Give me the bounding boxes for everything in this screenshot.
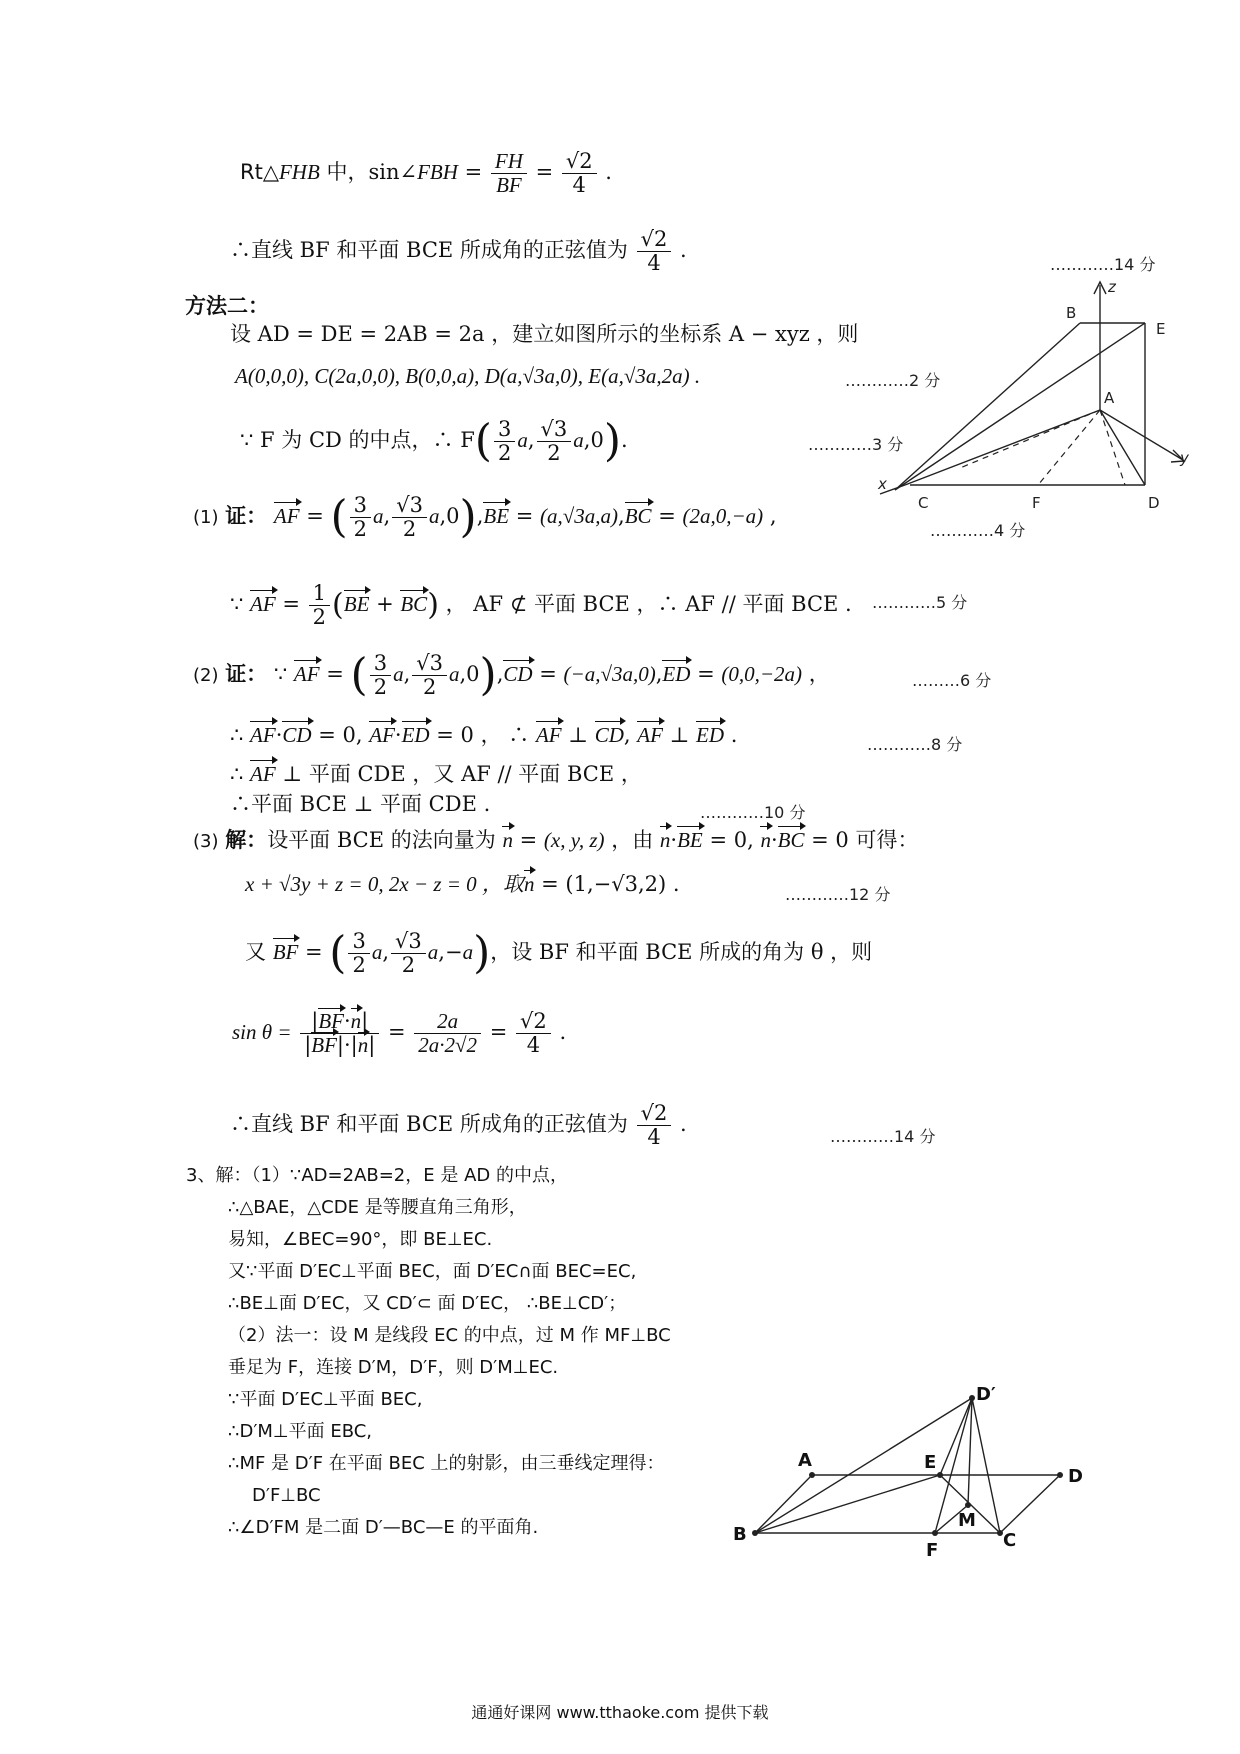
score-8: …………8 分 [867, 735, 963, 754]
fig1-label-f: F [1032, 494, 1041, 512]
q3-line-8: ∵平面 D′EC⊥平面 BEC, [228, 1389, 423, 1410]
part2-perp-plane: ∴ AF ⊥ 平面 CDE ，又 AF // 平面 BCE ， [230, 762, 642, 786]
q3-line-12: ∴∠D′FM 是二面 D′—BC—E 的平面角. [228, 1517, 539, 1538]
fig2-label-f: F [926, 1540, 939, 1561]
part2-vectors: (2) 证： ∵ AF = ( $\frac{3}{2}$ a, $\frac{√3}{2}$ a,0),CD = (−a,√3a,0),ED = (0,0,−2a) ， [193, 649, 830, 701]
part3-normal: (3) 解：设平面 BCE 的法向量为 n = (x, y, z) ，由 n·BE = 0, n·BC = 0 可得： [193, 827, 919, 852]
method-two-heading: 方法二： [185, 293, 269, 318]
score-10: …………10 分 [700, 803, 806, 822]
q3-line-2: ∴△BAE，△CDE 是等腰直角三角形， [228, 1197, 527, 1218]
fig1-label-y: y [1180, 449, 1189, 467]
fig2-label-a: A [798, 1450, 812, 1471]
fig2-label-dprime: D′ [976, 1384, 996, 1405]
page-footer: 通通好课网 www.tthaoke.com 提供下载 [471, 1703, 769, 1722]
score-14-a: …………14 分 [1050, 255, 1156, 274]
part3-bf-vector: 又 BF = ( $\frac{3}{2}$ a, $\frac{√3}{2}$ a,−a)，设 BF 和平面 BCE 所成的角为 θ ，则 [245, 927, 873, 979]
part2-planes-perp: ∴平面 BCE ⊥ 平面 CDE . [230, 792, 491, 816]
q3-line-10: ∴MF 是 D′F 在平面 BEC 上的射影，由三垂线定理得： [228, 1453, 665, 1474]
part3-conclusion: ∴直线 BF 和平面 BCE 所成角的正弦值为 $\frac{√2}{4}$ . [230, 1101, 687, 1150]
line-f-midpoint: ∵ F 为 CD 的中点，∴ F( $\frac{3}{2}$ a, $\frac{√3}{2}$ a,0). [240, 415, 628, 467]
part2-dot-products: ∴ AF·CD = 0, AF·ED = 0 ， ∴ AF ⊥ CD, AF ⊥ ED . [230, 723, 738, 747]
figure-coordinate-prism [860, 270, 1190, 520]
q3-line-3: 易知，∠BEC=90°，即 BE⊥EC. [228, 1229, 493, 1250]
q3-line-6: （2）法一：设 M 是线段 EC 的中点，过 M 作 MF⊥BC [228, 1325, 671, 1346]
fig1-label-b: B [1066, 304, 1077, 322]
score-4: …………4 分 [930, 521, 1026, 540]
line-rt-triangle: Rt△FHB 中，sin∠FBH = $\frac{FH}{BF}$ = $\frac{√2}{4}$ . [240, 149, 612, 198]
fig2-label-b: B [733, 1524, 747, 1545]
part1-vectors: (1) 证： AF = ( $\frac{3}{2}$ a, $\frac{√3}{2}$ a,0),BE = (a,√3a,a),BC = (2a,0,−a) , [193, 491, 777, 543]
line-conclusion-1: ∴直线 BF 和平面 BCE 所成角的正弦值为 $\frac{√2}{4}$ . [230, 227, 687, 276]
q3-line-1: 3、解：（1）∵AD=2AB=2，E 是 AD 的中点， [186, 1165, 568, 1186]
part1-parallel: ∵ AF = $\frac{1}{2}$ (BE + BC) ， AF ⊄ 平面 BCE ，∴ AF // 平面 BCE . [230, 581, 852, 630]
fig1-label-c: C [918, 494, 929, 512]
score-3: …………3 分 [808, 435, 904, 454]
fig1-label-x: x [878, 475, 887, 493]
part3-equations: x + √3y + z = 0, 2x − z = 0 ，取n = (1,−√3,2) . [245, 872, 680, 896]
fig2-label-c: C [1003, 1530, 1017, 1551]
fig1-label-a: A [1104, 389, 1115, 407]
score-6: ………6 分 [912, 671, 992, 690]
fig2-label-d: D [1068, 1466, 1083, 1487]
q3-line-5: ∴BE⊥面 D′EC，又 CD′⊂ 面 D′EC， ∴BE⊥CD′； [228, 1293, 627, 1314]
fig2-label-m: M [958, 1510, 976, 1531]
fig2-label-e: E [924, 1452, 937, 1473]
fraction-fh-bf: $\frac{FH}{BF}$ [491, 150, 527, 197]
fig1-label-d: D [1148, 494, 1160, 512]
line-coordinates: A(0,0,0), C(2a,0,0), B(0,0,a), D(a,√3a,0), E(a,√3a,2a) . [235, 364, 701, 388]
fraction-sqrt2-4: $\frac{√2}{4}$ [562, 150, 597, 197]
score-5: …………5 分 [872, 593, 968, 612]
score-14-b: …………14 分 [830, 1127, 936, 1146]
fig1-label-z: z [1108, 278, 1116, 296]
score-2: …………2 分 [845, 371, 941, 390]
score-12: …………12 分 [785, 885, 891, 904]
q3-line-7: 垂足为 F，连接 D′M，D′F，则 D′M⊥EC. [228, 1357, 559, 1378]
figure-folded-trapezoid [720, 1370, 1100, 1570]
q3-line-4: 又∵平面 D′EC⊥平面 BEC，面 D′EC∩面 BEC=EC, [228, 1261, 637, 1282]
q3-line-9: ∴D′M⊥平面 EBC, [228, 1421, 373, 1442]
line-setup: 设 AD = DE = 2AB = 2a ，建立如图所示的坐标系 A − xyz ，则 [230, 322, 859, 346]
fig1-label-e: E [1156, 320, 1166, 338]
q3-line-11: D′F⊥BC [252, 1485, 321, 1506]
part3-sin-theta: sin θ = $\frac{|BF\cdot n|}{|BF|\cdot|n|}$ = $\frac{2a}{2a\cdot 2√2}$ = $\frac{√2}{4}$ . [232, 1009, 567, 1058]
